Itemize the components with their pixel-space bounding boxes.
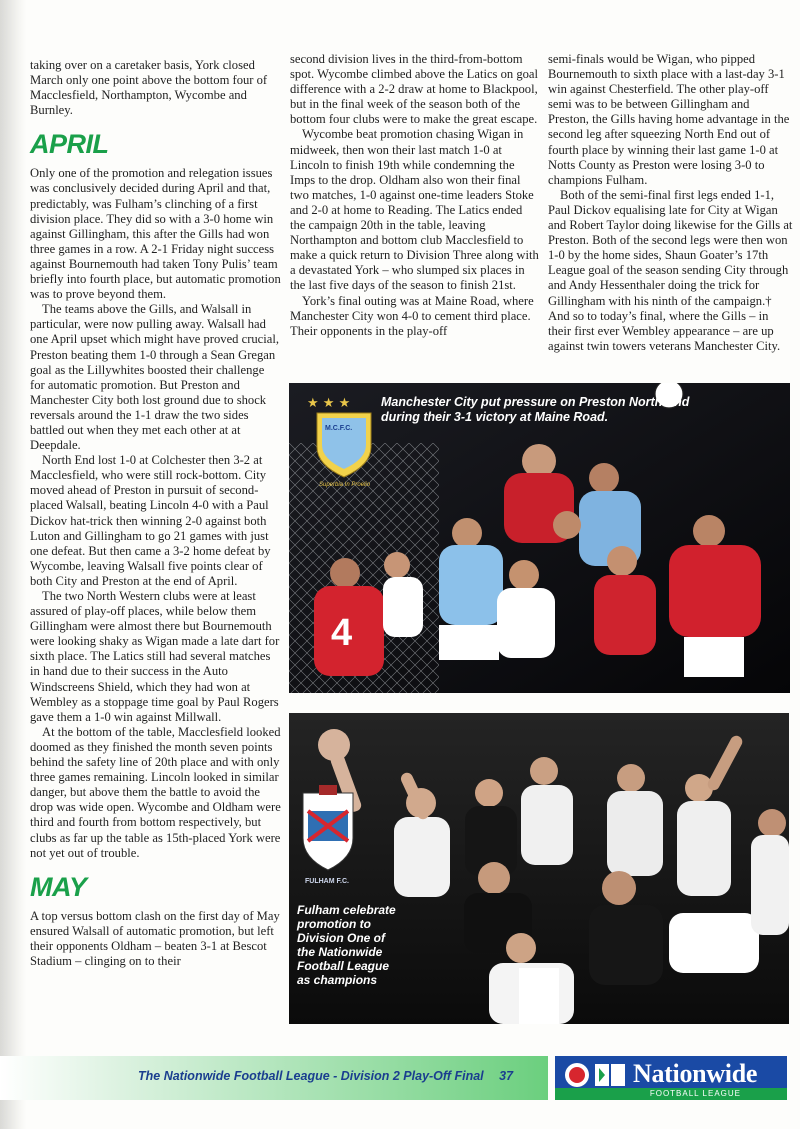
paragraph-col2-2: Wycombe beat promotion chasing Wigan in midweek, then won their last match 1-0 at Lincoln to finish 19th while condemning the Imps to the drop. Oldham also won their final two matches, 1-0 against one-time leaders Stoke and 2-0 at home to Reading. The Latics ended the campaign 20th in the table, leaving Northampton and bottom club Macclesfield to make a quick return to Division Three along with a devastated York – who slumped six places in the last five days of the season to finish 21st.	[290, 127, 539, 293]
photo-1-caption-line-2: during their 3-1 victory at Maine Road.	[381, 410, 609, 424]
heading-may: MAY	[30, 871, 87, 902]
photo-fulham-celebrate	[289, 713, 789, 1024]
svg-text:★ ★ ★: ★ ★ ★	[307, 396, 351, 411]
fulham-crest-text: FULHAM F.C.	[305, 878, 349, 885]
photo-1-caption	[381, 395, 701, 425]
paragraph-col2-1: second division lives in the third-from-bottom spot. Wycombe climbed above the Latics on goal difference with a 2-2 draw at home to Blackpool, but in the final week of the season both of the bottom four clubs were to make the great escape.	[290, 52, 539, 127]
fulham-crest-icon	[303, 785, 353, 870]
text-column-1	[30, 58, 282, 969]
paragraph-april-1: Only one of the promotion and relegation issues was conclusively decided during April and that, predictably, was Fulham’s clinching of a first division place. They did so with a 3-0 home win against Gillingham, this after the Gills had won three games in a row. A 2-1 Friday night success against Bournemouth had taken Tony Pulis’ team briefly into fourth place, but automatic promotion was to prove beyond them.	[30, 166, 281, 302]
crest-motto: Superbia In Proelio	[319, 482, 371, 488]
nationwide-wordmark: Nationwide	[633, 1059, 758, 1088]
crest-text: M.C.F.C.	[325, 425, 353, 432]
text-column-3	[548, 52, 793, 354]
football-league-strip	[555, 1088, 787, 1100]
paragraph-col2-3: York’s final outing was at Maine Road, where Manchester City won 4-0 to cement third place. Their opponents in the play-off	[290, 293, 534, 338]
paragraph-april-4: The two North Western clubs were at least assured of play-off places, while below them Gillingham were almost there but Bournemouth were looking shaky as Wigan made a late dart for sixth place. The Latics still had several matches in hand due to their success in the Auto Windscreens Shield, which they had won at Wembley as a stoppage time goal by Paul Rogers gave them a 1-0 win against Millwall.	[30, 589, 280, 724]
photo-1-caption-line-1: Manchester City put pressure on Preston North End	[381, 395, 690, 409]
paragraph-intro: taking over on a caretaker basis, York closed March only one point above the bottom four of Macclesfield, Northampton, Wycombe and Burnley.	[30, 58, 268, 118]
nationwide-emblem-icon	[559, 1058, 637, 1092]
svg-text:4: 4	[331, 612, 353, 654]
heading-april: APRIL	[30, 129, 109, 160]
photo-2-caption: Fulham celebrate promotion to Division One of the Nationwide Football League as champions	[297, 903, 396, 987]
paragraph-april-3: North End lost 1-0 at Colchester then 3-2 at Macclesfield, who were still rock-bottom. City moved ahead of Preston in pursuit of second-placed Walsall, beating Lincoln 4-0 with a Paul Dickov hat-trick then winning 2-0 against both Luton and Gillingham to go 21 games with just one defeat. But then came a 3-2 home defeat by Wycombe, leaving Walsall five points clear of both City and Preston at the end of April.	[30, 453, 271, 588]
footer-league-text: The Nationwide Football League - Division 2 Play-Off Final	[138, 1069, 484, 1083]
paragraph-may-1: A top versus bottom clash on the first day of May ensured Walsall of automatic promotion, but left their opponents Oldham – beaten 3-1 at Bescot Stadium – clinging on to their	[30, 908, 280, 968]
paragraph-col3-1: semi-finals would be Wigan, who pipped Bournemouth to sixth place with a last-day 3-1 win against Chesterfield. The other play-off semi was to be between Gillingham and Preston, the Gills having home advantage in the second leg after squeezing North End out of fourth place by winning their last game 1-0 at Notts County as Preston were losing 3-0 to champions Fulham.	[548, 52, 790, 187]
paragraph-col3-2: Both of the semi-final first legs ended 1-1, Paul Dickov equalising late for City at Wigan and Robert Taylor doing likewise for the Gills at Preston. Both of the second legs were then won 1-0 by the home sides, Shaun Goater’s 17th League goal of the season sending City through and Andy Hessenthaler doing the trick for Gillingham with his ninth of the campaign.† And so to today’s final, where the Gills – in their first ever Wembley appearance – are up against twin towers veterans Manchester City.	[548, 187, 793, 353]
page-spine-shadow	[0, 0, 26, 1129]
text-column-2	[290, 52, 540, 339]
paragraph-april-5: At the bottom of the table, Macclesfield looked doomed as they finished the month seven points behind the safety line of 20th place and with only three games remaining. Lincoln looked in similar danger, but above them the battle to avoid the drop was wide open. Wycombe and Oldham were third and fourth from bottom respectively, but clubs as far up the table as 15th-placed York were not yet out of trouble.	[30, 724, 281, 860]
photo-man-city-vs-preston	[289, 383, 790, 693]
football-league-text: FOOTBALL LEAGUE	[649, 1089, 741, 1098]
page-number: 37	[499, 1069, 514, 1083]
footer-title	[138, 1069, 513, 1083]
nationwide-logo	[555, 1056, 787, 1100]
paragraph-april-2: The teams above the Gills, and Walsall in particular, were now pulling away. Walsall had one April upset which might have proved crucial, Preston beating them 1-0 through a Sean Gregan goal as the Lillywhites boosted their challenge for automatic promotion. But Preston and Manchester City both lost ground due to shock reversals around the 1-1 draw the two sides battled out when they met each other at at Deepdale.	[30, 302, 280, 453]
photo-1-illustration	[289, 383, 790, 693]
